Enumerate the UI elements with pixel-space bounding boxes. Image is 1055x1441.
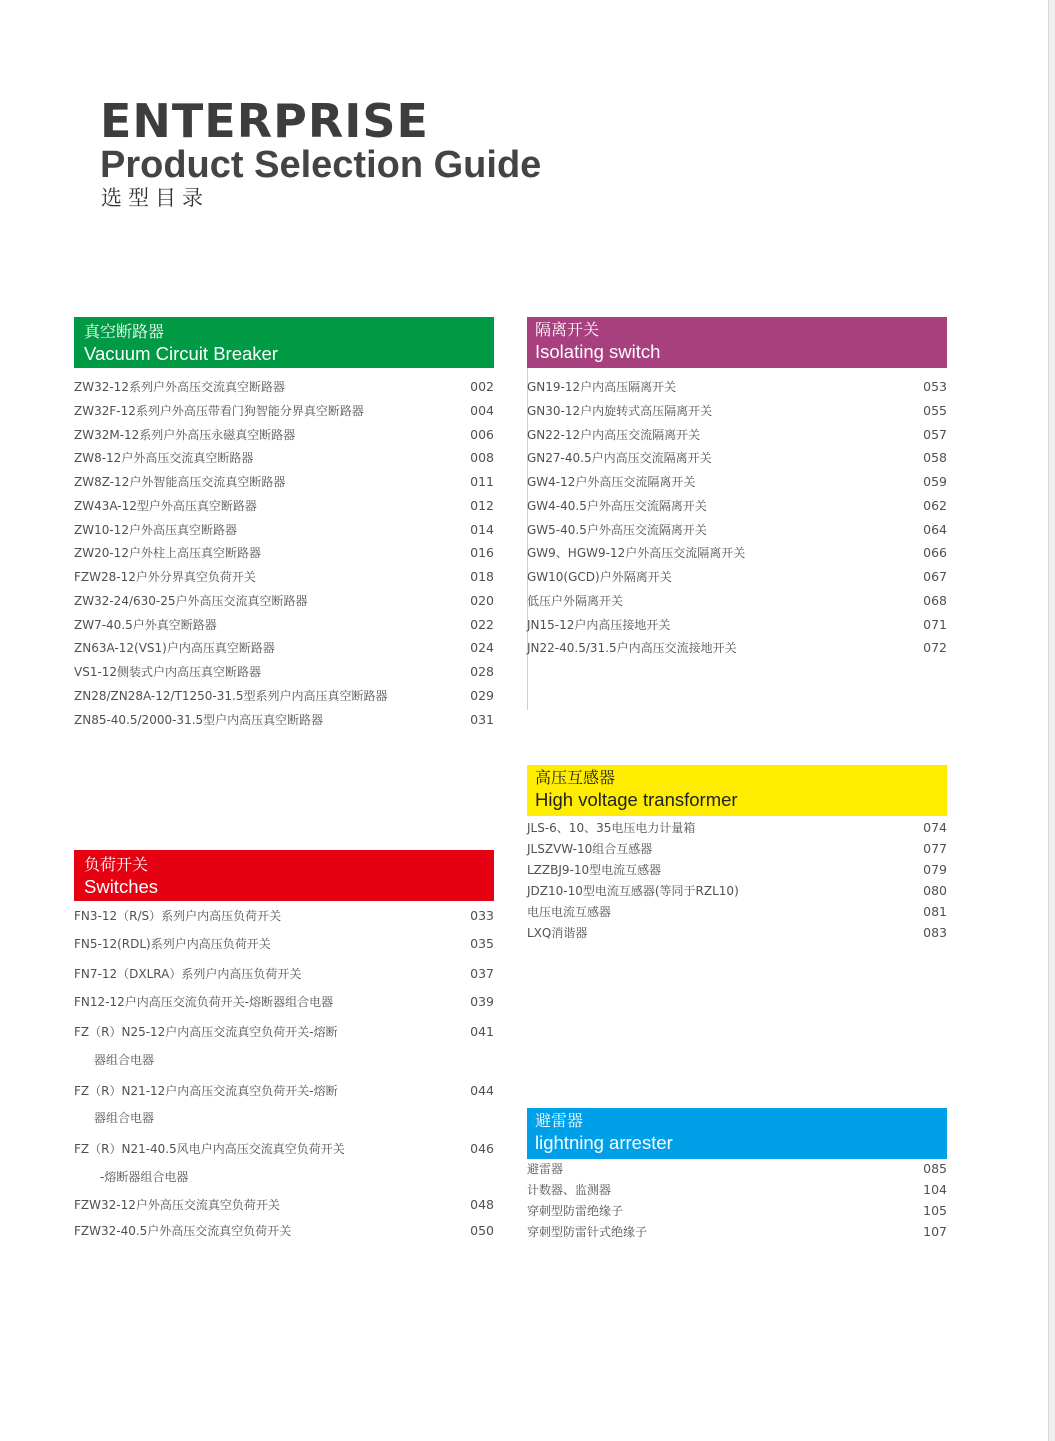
section-title-en: Isolating switch <box>535 341 661 362</box>
toc-entry[interactable] <box>74 401 494 421</box>
toc-entry-label-continued: 器组合电器 <box>94 1053 155 1067</box>
page-subtitle-cn: 选型目录 <box>101 186 209 210</box>
toc-entry[interactable] <box>527 1159 947 1179</box>
toc-entry[interactable] <box>527 1222 947 1242</box>
toc-entry-page: 068 <box>923 593 947 608</box>
toc-entry[interactable] <box>74 934 494 954</box>
toc-entry-label: ZW43A-12型户外高压真空断路器 <box>74 499 257 513</box>
section-header <box>74 850 494 901</box>
toc-entry-page: 028 <box>470 664 494 679</box>
toc-entry[interactable] <box>527 591 947 611</box>
toc-entry-page: 004 <box>470 403 494 418</box>
toc-entry[interactable] <box>527 860 947 880</box>
section-switches <box>74 850 494 1238</box>
toc-entry[interactable] <box>74 1221 494 1241</box>
toc-entry[interactable] <box>527 1180 947 1200</box>
toc-entry-page: 064 <box>923 522 947 537</box>
toc-entry-page: 055 <box>923 403 947 418</box>
toc-entry[interactable] <box>74 472 494 492</box>
toc-entry-label: FN7-12（DXLRA）系列户内高压负荷开关 <box>74 967 302 981</box>
toc-entry-page: 012 <box>470 498 494 513</box>
section-isolating-switch <box>527 317 947 655</box>
toc-entry-page: 067 <box>923 569 947 584</box>
section-title-cn: 隔离开关 <box>535 320 600 339</box>
toc-entry-page: 006 <box>470 427 494 442</box>
toc-entry[interactable] <box>74 1081 494 1101</box>
toc-entry-label: FZ（R）N25-12户内高压交流真空负荷开关-熔断 <box>74 1025 338 1039</box>
toc-entry-page: 024 <box>470 640 494 655</box>
toc-entry-page: 041 <box>470 1024 494 1039</box>
toc-entry-label: FZW32-40.5户外高压交流真空负荷开关 <box>74 1224 292 1238</box>
toc-entry-page: 107 <box>923 1224 947 1239</box>
section-header <box>74 317 494 368</box>
toc-entry-label: ZW32-24/630-25户外高压交流真空断路器 <box>74 594 308 608</box>
toc-entry-label-continued: -熔断器组合电器 <box>100 1170 189 1184</box>
toc-entry[interactable] <box>74 638 494 658</box>
section-header <box>527 317 947 368</box>
toc-entry[interactable] <box>527 520 947 540</box>
toc-entry-page: 008 <box>470 450 494 465</box>
toc-entry-page: 062 <box>923 498 947 513</box>
toc-entry-label: JN22-40.5/31.5户内高压交流接地开关 <box>527 641 737 655</box>
toc-entry-page: 071 <box>923 617 947 632</box>
toc-entry[interactable] <box>74 496 494 516</box>
section-title-cn: 负荷开关 <box>84 855 149 874</box>
toc-entry-page: 058 <box>923 450 947 465</box>
section-header <box>527 765 947 816</box>
toc-entry-page: 072 <box>923 640 947 655</box>
toc-entry[interactable] <box>74 1139 494 1159</box>
toc-entry-page: 077 <box>923 841 947 856</box>
toc-entry-label: GN30-12户内旋转式高压隔离开关 <box>527 404 713 418</box>
toc-entry-page: 002 <box>470 379 494 394</box>
toc-entry-page: 022 <box>470 617 494 632</box>
section-title-en: High voltage transformer <box>535 789 738 810</box>
toc-entry-page: 057 <box>923 427 947 442</box>
toc-entry[interactable] <box>527 496 947 516</box>
toc-entry[interactable] <box>74 543 494 563</box>
toc-entry[interactable] <box>74 615 494 635</box>
section-header <box>527 1108 947 1159</box>
toc-entry-page: 031 <box>470 712 494 727</box>
section-title-cn: 避雷器 <box>535 1111 584 1130</box>
toc-entry[interactable] <box>74 567 494 587</box>
toc-entry[interactable] <box>527 377 947 397</box>
toc-entry-page: 104 <box>923 1182 947 1197</box>
section-title-cn: 真空断路器 <box>84 322 165 341</box>
toc-entry-label: ZW8-12户外高压交流真空断路器 <box>74 451 254 465</box>
toc-entry[interactable] <box>527 638 947 658</box>
toc-entry[interactable] <box>74 1195 494 1215</box>
toc-entry-label: FZ（R）N21-40.5风电户内高压交流真空负荷开关 <box>74 1142 345 1156</box>
page-edge <box>1048 0 1055 1441</box>
toc-entry-label: ZN85-40.5/2000-31.5型户内高压真空断路器 <box>74 713 324 727</box>
toc-entry-page: 079 <box>923 862 947 877</box>
toc-entry[interactable] <box>527 401 947 421</box>
section-high-voltage-transformer <box>527 765 947 940</box>
toc-entry-label: FZW28-12户外分界真空负荷开关 <box>74 570 256 584</box>
toc-entry-page: 018 <box>470 569 494 584</box>
toc-entry-label: JDZ10-10型电流互感器(等同于RZL10) <box>527 884 739 898</box>
toc-entry-label: GW10(GCD)户外隔离开关 <box>527 570 672 584</box>
toc-entry-label: LZZBJ9-10型电流互感器 <box>527 863 662 877</box>
toc-entry[interactable] <box>74 448 494 468</box>
toc-entry-label: ZW32M-12系列户外高压永磁真空断路器 <box>74 428 296 442</box>
toc-entry-label: 穿刺型防雷绝缘子 <box>527 1204 624 1218</box>
toc-entry[interactable] <box>74 377 494 397</box>
toc-entry[interactable] <box>527 425 947 445</box>
toc-entry-page: 039 <box>470 994 494 1009</box>
toc-entry-page: 011 <box>470 474 494 489</box>
toc-entry-label: 低压户外隔离开关 <box>527 594 624 608</box>
toc-entry[interactable] <box>74 964 494 984</box>
toc-entry[interactable] <box>74 906 494 926</box>
toc-entry[interactable] <box>527 923 947 943</box>
toc-entry-page: 035 <box>470 936 494 951</box>
toc-entry-label: ZN63A-12(VS1)户内高压真空断路器 <box>74 641 275 655</box>
toc-entry-label-continued: 器组合电器 <box>94 1111 155 1125</box>
toc-entry-page: 050 <box>470 1223 494 1238</box>
toc-entry[interactable] <box>527 567 947 587</box>
toc-entry-page: 074 <box>923 820 947 835</box>
toc-entry[interactable] <box>527 902 947 922</box>
page-subtitle: Product Selection Guide <box>100 144 542 186</box>
toc-entry-continuation <box>74 1050 494 1070</box>
toc-entry-page: 020 <box>470 593 494 608</box>
toc-entry-page: 059 <box>923 474 947 489</box>
toc-entry[interactable] <box>527 818 947 838</box>
toc-entry-label: GW9、HGW9-12户外高压交流隔离开关 <box>527 546 746 560</box>
toc-entry-page: 048 <box>470 1197 494 1212</box>
toc-entry-label: 避雷器 <box>527 1162 564 1176</box>
toc-entry-label: FN5-12(RDL)系列户内高压负荷开关 <box>74 937 271 951</box>
toc-entry-page: 044 <box>470 1083 494 1098</box>
toc-entry-page: 085 <box>923 1161 947 1176</box>
toc-entry-label: JN15-12户内高压接地开关 <box>527 618 671 632</box>
toc-entry-label: FZ（R）N21-12户内高压交流真空负荷开关-熔断 <box>74 1084 338 1098</box>
toc-entry[interactable] <box>527 615 947 635</box>
toc-entry[interactable] <box>74 591 494 611</box>
toc-entry-label: FZW32-12户外高压交流真空负荷开关 <box>74 1198 280 1212</box>
toc-entry-label: JLS-6、10、35电压电力计量箱 <box>527 821 696 835</box>
section-vacuum-circuit-breaker <box>74 317 494 727</box>
toc-entry-label: FN3-12（R/S）系列户内高压负荷开关 <box>74 909 282 923</box>
toc-entry-page: 046 <box>470 1141 494 1156</box>
toc-entry-label: 穿刺型防雷针式绝缘子 <box>527 1225 648 1239</box>
toc-entry[interactable] <box>74 1022 494 1042</box>
toc-entry-label: ZW7-40.5户外真空断路器 <box>74 618 217 632</box>
toc-entry[interactable] <box>74 992 494 1012</box>
toc-entry-continuation <box>74 1167 494 1187</box>
toc-entry-page: 037 <box>470 966 494 981</box>
toc-entry[interactable] <box>74 425 494 445</box>
toc-entry-page: 081 <box>923 904 947 919</box>
toc-entry-page: 080 <box>923 883 947 898</box>
toc-entry-label: VS1-12侧装式户内高压真空断路器 <box>74 665 262 679</box>
toc-entry[interactable] <box>74 710 494 730</box>
toc-entry[interactable] <box>74 520 494 540</box>
toc-entry-page: 105 <box>923 1203 947 1218</box>
toc-entry-label: 电压电流互感器 <box>527 905 612 919</box>
page-title: ENTERPRISE <box>100 94 429 148</box>
toc-entry-label: GN19-12户内高压隔离开关 <box>527 380 677 394</box>
toc-entry-label: ZW32F-12系列户外高压带看门狗智能分界真空断路器 <box>74 404 364 418</box>
toc-entry-label: FN12-12户内高压交流负荷开关-熔断器组合电器 <box>74 995 334 1009</box>
toc-entry-label: ZW10-12户外高压真空断路器 <box>74 523 237 537</box>
section-lightning-arrester <box>527 1108 947 1239</box>
toc-entry-label: ZW32-12系列户外高压交流真空断路器 <box>74 380 285 394</box>
toc-entry-label: GW5-40.5户外高压交流隔离开关 <box>527 523 707 537</box>
toc-entry-label: GW4-12户外高压交流隔离开关 <box>527 475 696 489</box>
toc-entry[interactable] <box>527 543 947 563</box>
toc-entry-page: 053 <box>923 379 947 394</box>
toc-entry-label: LXQ消谐器 <box>527 926 588 940</box>
section-title-en: Vacuum Circuit Breaker <box>84 343 278 364</box>
toc-entry-label: GW4-40.5户外高压交流隔离开关 <box>527 499 707 513</box>
toc-entry[interactable] <box>527 881 947 901</box>
toc-entry[interactable] <box>74 686 494 706</box>
toc-entry[interactable] <box>527 839 947 859</box>
toc-entry-page: 033 <box>470 908 494 923</box>
toc-entry-label: GN27-40.5户内高压交流隔离开关 <box>527 451 712 465</box>
toc-entry[interactable] <box>527 1201 947 1221</box>
toc-entry-label: ZW20-12户外柱上高压真空断路器 <box>74 546 261 560</box>
toc-entry-continuation <box>74 1108 494 1128</box>
toc-entry-label: ZN28/ZN28A-12/T1250-31.5型系列户内高压真空断路器 <box>74 689 388 703</box>
toc-entry-label: JLSZVW-10组合互感器 <box>527 842 653 856</box>
toc-entry[interactable] <box>527 472 947 492</box>
toc-entry[interactable] <box>74 662 494 682</box>
toc-entry-label: GN22-12户内高压交流隔离开关 <box>527 428 701 442</box>
section-title-cn: 高压互感器 <box>535 768 616 787</box>
toc-entry-label: 计数器、监测器 <box>527 1183 612 1197</box>
toc-entry-page: 066 <box>923 545 947 560</box>
toc-entry-page: 016 <box>470 545 494 560</box>
toc-entry-page: 083 <box>923 925 947 940</box>
section-title-en: lightning arrester <box>535 1132 673 1153</box>
section-title-en: Switches <box>84 876 159 897</box>
toc-entry[interactable] <box>527 448 947 468</box>
toc-entry-page: 029 <box>470 688 494 703</box>
toc-entry-page: 014 <box>470 522 494 537</box>
toc-entry-label: ZW8Z-12户外智能高压交流真空断路器 <box>74 475 286 489</box>
